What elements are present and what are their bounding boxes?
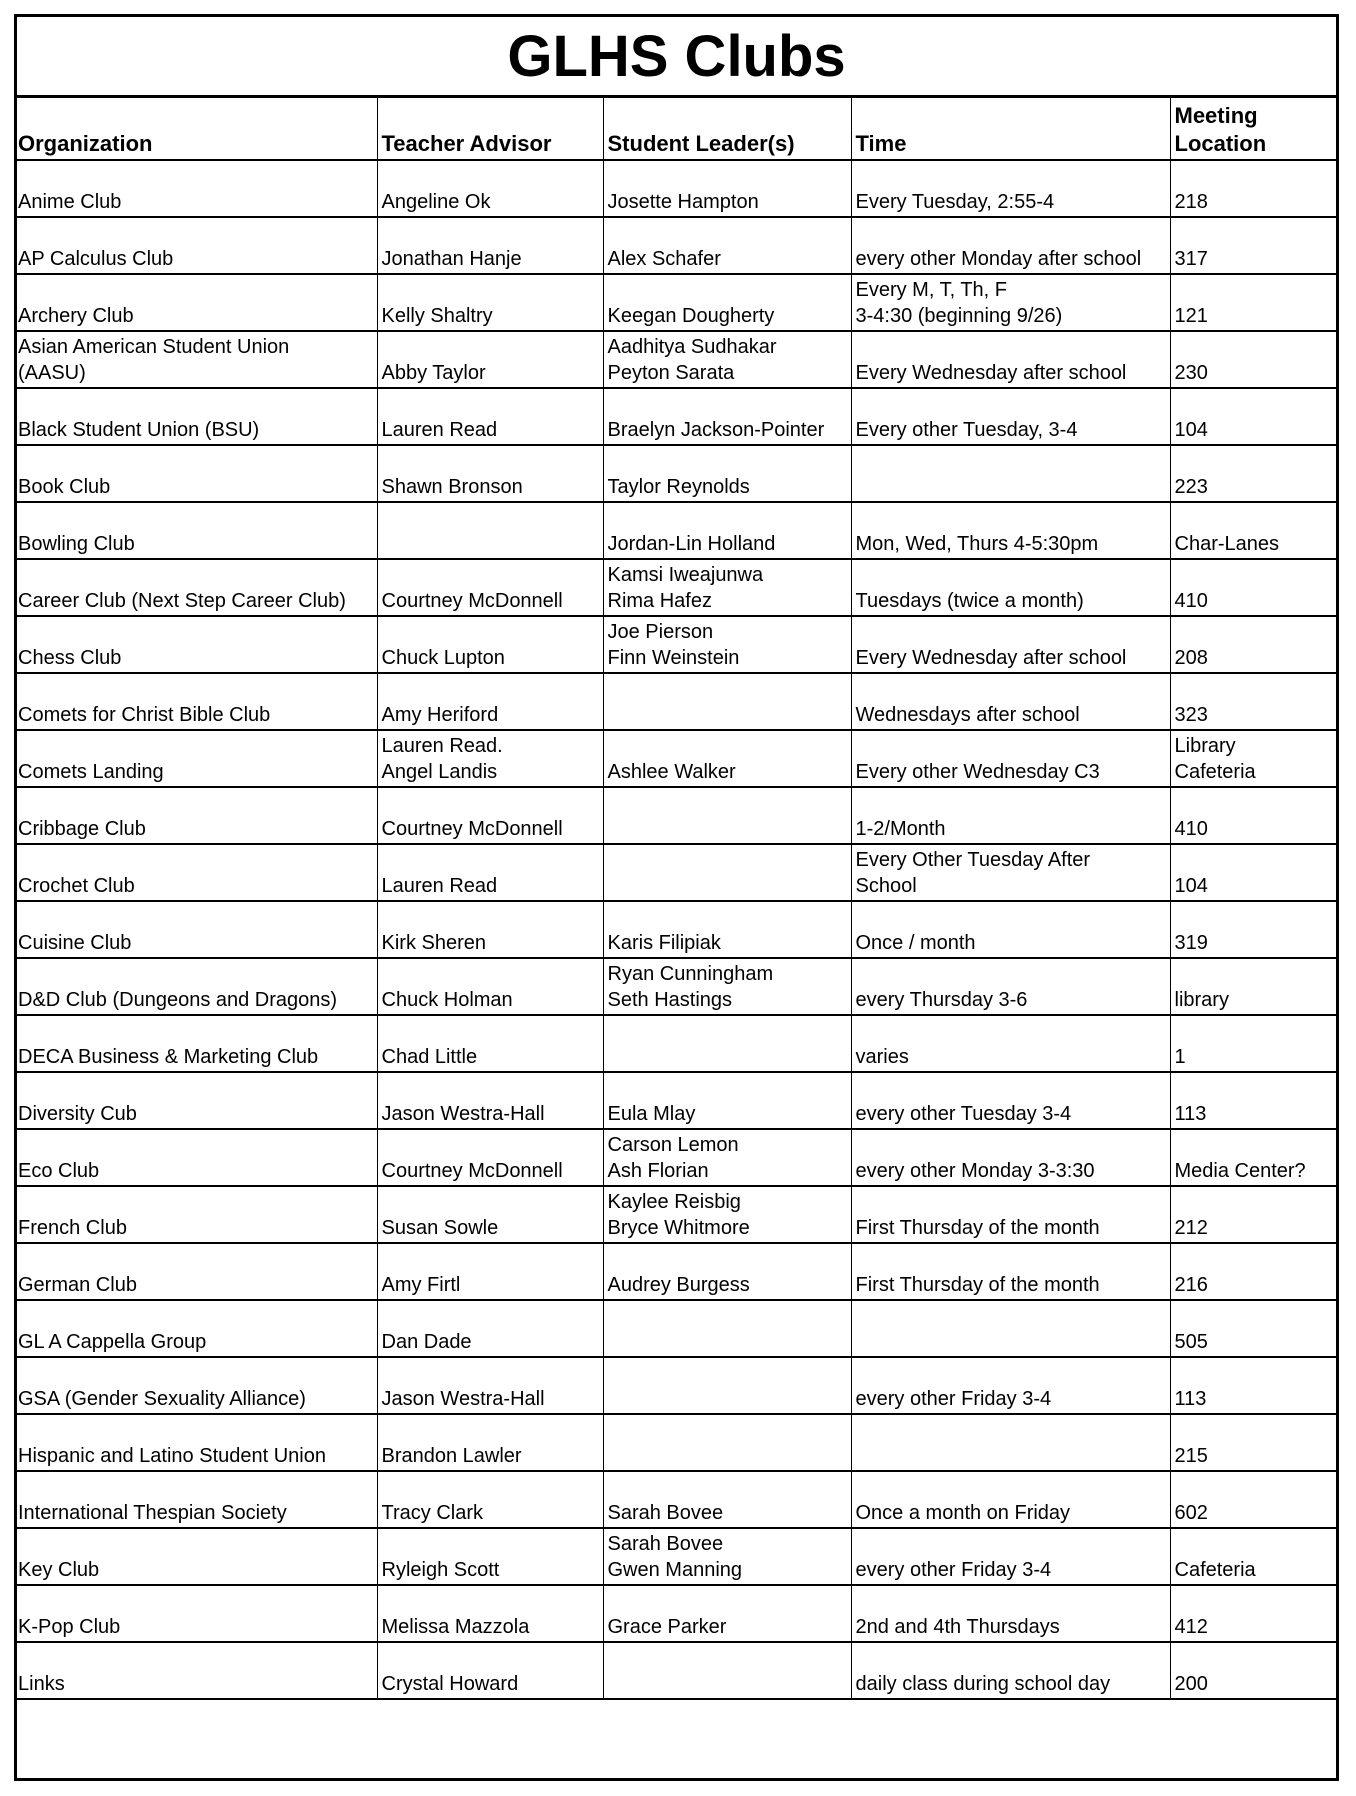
table-row xyxy=(14,1585,1339,1642)
header-student-leaders: Student Leader(s) xyxy=(603,98,851,160)
cell-student-leaders: Alex Schafer xyxy=(603,217,851,274)
cell-teacher-advisor: Susan Sowle xyxy=(377,1186,603,1243)
cell-meeting-location: Media Center? xyxy=(1170,1129,1339,1186)
cell-organization: Black Student Union (BSU) xyxy=(14,388,377,445)
cell-teacher-advisor: Lauren Read xyxy=(377,844,603,901)
cell-meeting-location: Library Cafeteria xyxy=(1170,730,1339,787)
cell-time: First Thursday of the month xyxy=(851,1243,1170,1300)
cell-organization: D&D Club (Dungeons and Dragons) xyxy=(14,958,377,1015)
table-row xyxy=(14,1186,1339,1243)
header-teacher-advisor: Teacher Advisor xyxy=(377,98,603,160)
cell-student-leaders: Carson Lemon Ash Florian xyxy=(603,1129,851,1186)
cell-teacher-advisor: Tracy Clark xyxy=(377,1471,603,1528)
cell-teacher-advisor: Amy Heriford xyxy=(377,673,603,730)
cell-student-leaders: Audrey Burgess xyxy=(603,1243,851,1300)
cell-teacher-advisor: Jason Westra-Hall xyxy=(377,1072,603,1129)
cell-organization: Chess Club xyxy=(14,616,377,673)
cell-organization: DECA Business & Marketing Club xyxy=(14,1015,377,1072)
cell-meeting-location: Char-Lanes xyxy=(1170,502,1339,559)
cell-meeting-location: 230 xyxy=(1170,331,1339,388)
page-title: GLHS Clubs xyxy=(17,17,1336,97)
cell-teacher-advisor: Dan Dade xyxy=(377,1300,603,1357)
cell-student-leaders: Keegan Dougherty xyxy=(603,274,851,331)
cell-time: Tuesdays (twice a month) xyxy=(851,559,1170,616)
cell-student-leaders xyxy=(603,844,851,901)
cell-organization: AP Calculus Club xyxy=(14,217,377,274)
cell-time xyxy=(851,1414,1170,1471)
cell-time: varies xyxy=(851,1015,1170,1072)
table-header-row xyxy=(14,98,1339,160)
cell-teacher-advisor: Jason Westra-Hall xyxy=(377,1357,603,1414)
cell-organization: Key Club xyxy=(14,1528,377,1585)
cell-student-leaders xyxy=(603,1357,851,1414)
header-organization: Organization xyxy=(14,98,377,160)
cell-student-leaders: Kaylee Reisbig Bryce Whitmore xyxy=(603,1186,851,1243)
cell-meeting-location: 1 xyxy=(1170,1015,1339,1072)
cell-meeting-location: 200 xyxy=(1170,1642,1339,1699)
cell-time: Mon, Wed, Thurs 4-5:30pm xyxy=(851,502,1170,559)
cell-meeting-location: 104 xyxy=(1170,388,1339,445)
cell-organization: Career Club (Next Step Career Club) xyxy=(14,559,377,616)
cell-meeting-location: library xyxy=(1170,958,1339,1015)
cell-organization: International Thespian Society xyxy=(14,1471,377,1528)
cell-time: 2nd and 4th Thursdays xyxy=(851,1585,1170,1642)
table-row xyxy=(14,1300,1339,1357)
cell-student-leaders: Ryan Cunningham Seth Hastings xyxy=(603,958,851,1015)
cell-organization: Archery Club xyxy=(14,274,377,331)
cell-time: Every M, T, Th, F 3-4:30 (beginning 9/26) xyxy=(851,274,1170,331)
cell-organization: Book Club xyxy=(14,445,377,502)
cell-organization: Anime Club xyxy=(14,160,377,217)
cell-teacher-advisor: Abby Taylor xyxy=(377,331,603,388)
cell-time: every other Friday 3-4 xyxy=(851,1528,1170,1585)
cell-time: Every other Tuesday, 3-4 xyxy=(851,388,1170,445)
table-row xyxy=(14,616,1339,673)
cell-time: Once / month xyxy=(851,901,1170,958)
cell-time: Every Tuesday, 2:55-4 xyxy=(851,160,1170,217)
cell-meeting-location: 410 xyxy=(1170,787,1339,844)
table-row xyxy=(14,559,1339,616)
cell-teacher-advisor: Kirk Sheren xyxy=(377,901,603,958)
table-row xyxy=(14,1129,1339,1186)
cell-student-leaders xyxy=(603,787,851,844)
cell-student-leaders: Joe Pierson Finn Weinstein xyxy=(603,616,851,673)
cell-time xyxy=(851,1300,1170,1357)
cell-student-leaders: Karis Filipiak xyxy=(603,901,851,958)
cell-organization: German Club xyxy=(14,1243,377,1300)
cell-meeting-location: 216 xyxy=(1170,1243,1339,1300)
cell-time: every other Tuesday 3-4 xyxy=(851,1072,1170,1129)
cell-student-leaders: Grace Parker xyxy=(603,1585,851,1642)
cell-organization: Eco Club xyxy=(14,1129,377,1186)
cell-student-leaders: Ashlee Walker xyxy=(603,730,851,787)
table-row xyxy=(14,787,1339,844)
cell-teacher-advisor: Crystal Howard xyxy=(377,1642,603,1699)
cell-time: Every other Wednesday C3 xyxy=(851,730,1170,787)
cell-teacher-advisor: Melissa Mazzola xyxy=(377,1585,603,1642)
cell-organization: Links xyxy=(14,1642,377,1699)
cell-time: daily class during school day xyxy=(851,1642,1170,1699)
cell-teacher-advisor: Ryleigh Scott xyxy=(377,1528,603,1585)
cell-meeting-location: 104 xyxy=(1170,844,1339,901)
table-row xyxy=(14,1072,1339,1129)
cell-time: Every Other Tuesday After School xyxy=(851,844,1170,901)
table-row xyxy=(14,1357,1339,1414)
cell-teacher-advisor: Brandon Lawler xyxy=(377,1414,603,1471)
cell-student-leaders: Braelyn Jackson-Pointer xyxy=(603,388,851,445)
cell-meeting-location: 323 xyxy=(1170,673,1339,730)
club-sheet xyxy=(14,14,1339,1781)
cell-teacher-advisor: Chuck Holman xyxy=(377,958,603,1015)
table-row xyxy=(14,160,1339,217)
cell-teacher-advisor: Amy Firtl xyxy=(377,1243,603,1300)
table-row xyxy=(14,673,1339,730)
table-row xyxy=(14,844,1339,901)
cell-organization: GSA (Gender Sexuality Alliance) xyxy=(14,1357,377,1414)
cell-meeting-location: Cafeteria xyxy=(1170,1528,1339,1585)
cell-time: every Thursday 3-6 xyxy=(851,958,1170,1015)
header-meeting-location: Meeting Location xyxy=(1170,98,1339,160)
cell-organization: K-Pop Club xyxy=(14,1585,377,1642)
cell-time: Once a month on Friday xyxy=(851,1471,1170,1528)
cell-meeting-location: 113 xyxy=(1170,1072,1339,1129)
header-time: Time xyxy=(851,98,1170,160)
cell-teacher-advisor: Chad Little xyxy=(377,1015,603,1072)
cell-teacher-advisor: Courtney McDonnell xyxy=(377,1129,603,1186)
cell-teacher-advisor: Lauren Read xyxy=(377,388,603,445)
table-row xyxy=(14,331,1339,388)
cell-organization: Comets for Christ Bible Club xyxy=(14,673,377,730)
cell-student-leaders xyxy=(603,1414,851,1471)
cell-organization: Cuisine Club xyxy=(14,901,377,958)
cell-time: Wednesdays after school xyxy=(851,673,1170,730)
cell-teacher-advisor: Angeline Ok xyxy=(377,160,603,217)
cell-time: 1-2/Month xyxy=(851,787,1170,844)
cell-time: every other Monday 3-3:30 xyxy=(851,1129,1170,1186)
cell-student-leaders: Eula Mlay xyxy=(603,1072,851,1129)
cell-organization: Asian American Student Union (AASU) xyxy=(14,331,377,388)
cell-teacher-advisor: Lauren Read. Angel Landis xyxy=(377,730,603,787)
table-row xyxy=(14,730,1339,787)
cell-student-leaders xyxy=(603,1300,851,1357)
cell-student-leaders: Sarah Bovee xyxy=(603,1471,851,1528)
cell-organization: Cribbage Club xyxy=(14,787,377,844)
cell-time: every other Friday 3-4 xyxy=(851,1357,1170,1414)
table-row xyxy=(14,1243,1339,1300)
cell-meeting-location: 505 xyxy=(1170,1300,1339,1357)
cell-student-leaders xyxy=(603,1015,851,1072)
cell-student-leaders: Aadhitya Sudhakar Peyton Sarata xyxy=(603,331,851,388)
cell-time: Every Wednesday after school xyxy=(851,616,1170,673)
table-row xyxy=(14,502,1339,559)
cell-meeting-location: 215 xyxy=(1170,1414,1339,1471)
cell-time: First Thursday of the month xyxy=(851,1186,1170,1243)
cell-meeting-location: 319 xyxy=(1170,901,1339,958)
table-row xyxy=(14,1528,1339,1585)
cell-student-leaders: Kamsi Iweajunwa Rima Hafez xyxy=(603,559,851,616)
cell-meeting-location: 121 xyxy=(1170,274,1339,331)
table-row xyxy=(14,901,1339,958)
cell-meeting-location: 412 xyxy=(1170,1585,1339,1642)
cell-student-leaders: Sarah Bovee Gwen Manning xyxy=(603,1528,851,1585)
cell-meeting-location: 208 xyxy=(1170,616,1339,673)
table-row xyxy=(14,958,1339,1015)
table-row xyxy=(14,217,1339,274)
cell-student-leaders: Jordan-Lin Holland xyxy=(603,502,851,559)
cell-organization: Diversity Cub xyxy=(14,1072,377,1129)
cell-teacher-advisor xyxy=(377,502,603,559)
cell-teacher-advisor: Shawn Bronson xyxy=(377,445,603,502)
cell-student-leaders xyxy=(603,673,851,730)
cell-organization: Hispanic and Latino Student Union xyxy=(14,1414,377,1471)
cell-student-leaders: Josette Hampton xyxy=(603,160,851,217)
cell-time xyxy=(851,445,1170,502)
cell-meeting-location: 113 xyxy=(1170,1357,1339,1414)
cell-student-leaders xyxy=(603,1642,851,1699)
cell-meeting-location: 317 xyxy=(1170,217,1339,274)
cell-meeting-location: 410 xyxy=(1170,559,1339,616)
cell-teacher-advisor: Chuck Lupton xyxy=(377,616,603,673)
cell-student-leaders: Taylor Reynolds xyxy=(603,445,851,502)
cell-organization: Crochet Club xyxy=(14,844,377,901)
cell-organization: Bowling Club xyxy=(14,502,377,559)
table-row xyxy=(14,1015,1339,1072)
table-row xyxy=(14,445,1339,502)
clubs-table xyxy=(14,97,1339,1700)
cell-meeting-location: 218 xyxy=(1170,160,1339,217)
cell-time: Every Wednesday after school xyxy=(851,331,1170,388)
table-row xyxy=(14,1414,1339,1471)
cell-meeting-location: 212 xyxy=(1170,1186,1339,1243)
cell-meeting-location: 223 xyxy=(1170,445,1339,502)
cell-organization: GL A Cappella Group xyxy=(14,1300,377,1357)
cell-teacher-advisor: Kelly Shaltry xyxy=(377,274,603,331)
cell-teacher-advisor: Courtney McDonnell xyxy=(377,787,603,844)
cell-meeting-location: 602 xyxy=(1170,1471,1339,1528)
table-row xyxy=(14,274,1339,331)
cell-teacher-advisor: Courtney McDonnell xyxy=(377,559,603,616)
cell-organization: Comets Landing xyxy=(14,730,377,787)
table-row xyxy=(14,1642,1339,1699)
table-row xyxy=(14,388,1339,445)
cell-teacher-advisor: Jonathan Hanje xyxy=(377,217,603,274)
cell-time: every other Monday after school xyxy=(851,217,1170,274)
cell-organization: French Club xyxy=(14,1186,377,1243)
table-row xyxy=(14,1471,1339,1528)
